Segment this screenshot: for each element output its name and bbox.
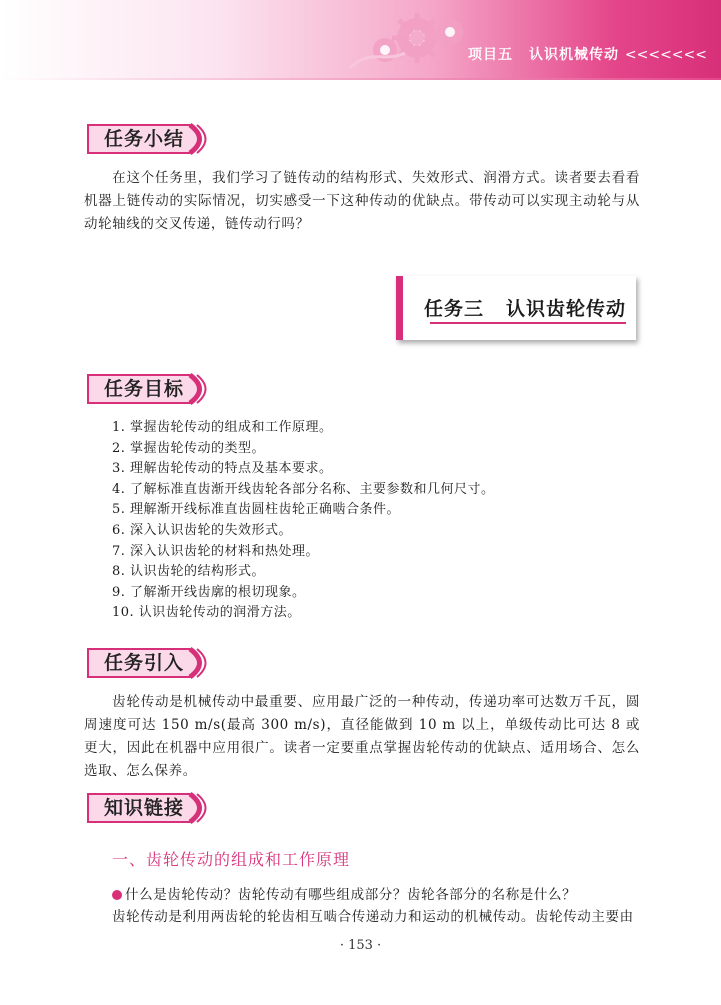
- banner-accent-bar: [396, 276, 403, 340]
- header-project-title: 认识机械传动: [529, 47, 619, 63]
- intro-tag-label: 任务引入: [103, 652, 184, 674]
- body-text: 齿轮传动是利用两齿轮的轮齿相互啮合传递动力和运动的机械传动。齿轮传动主要由: [112, 909, 634, 925]
- summary-tag-label: 任务小结: [103, 128, 184, 150]
- summary-text: 在这个任务里，我们学习了链传动的结构形式、失效形式、润滑方式。读者要去看看机器上链传动的实际情况，切实感受一下这种传动的优缺点。带传动可以实现主动轮与从动轮轴线的交叉传递，链传动行吗？: [84, 170, 640, 232]
- objectives-list: [112, 418, 495, 624]
- running-header: [0, 0, 721, 78]
- header-title: [468, 44, 707, 64]
- summary-paragraph: [84, 167, 640, 236]
- task-number: 任务三: [424, 298, 485, 320]
- intro-paragraph: [84, 691, 640, 783]
- task-title: [424, 294, 626, 321]
- list-item: 1. 掌握齿轮传动的组成和工作原理。: [112, 420, 333, 435]
- list-item: 3. 理解齿轮传动的特点及基本要求。: [112, 461, 333, 477]
- summary-tag: [86, 123, 212, 155]
- page-number: · 153 ·: [339, 938, 382, 953]
- list-item: 2. 掌握齿轮传动的类型。: [112, 440, 266, 456]
- intro-tag: [86, 647, 212, 679]
- task-name: 认识齿轮传动: [506, 298, 627, 320]
- key-question: [112, 883, 576, 903]
- objectives-tag: [86, 373, 212, 405]
- list-item: 9. 了解渐开线齿廓的根切现象。: [112, 584, 306, 600]
- header-project-label: 项目五: [468, 47, 513, 63]
- banner-underline: [430, 322, 626, 324]
- list-item: 10. 认识齿轮传动的润滑方法。: [112, 605, 301, 621]
- header-divider: [0, 78, 721, 80]
- gears-icon: [345, 8, 485, 74]
- list-item: 6. 深入认识齿轮的失效形式。: [112, 522, 293, 538]
- objectives-tag-label: 任务目标: [103, 378, 184, 400]
- list-item: 7. 深入认识齿轮的材料和热处理。: [112, 543, 320, 559]
- header-arrows: <<<<<<<: [624, 47, 707, 63]
- intro-text: 齿轮传动是机械传动中最重要、应用最广泛的一种传动，传递功率可达数万千瓦，圆周速度可达 150 m/s(最高 300 m/s)，直径能做到 10 m 以上，单级传动比可达 8 或更大，因此在机器中应用很广。读者一定要重点掌握齿轮传动的优缺点、适用场合、怎么选取、怎么保养。: [84, 694, 640, 779]
- list-item: 8. 认识齿轮的结构形式。: [112, 564, 266, 580]
- section-heading: 一、齿轮传动的组成和工作原理: [112, 850, 351, 869]
- knowledge-tag: [86, 792, 212, 824]
- knowledge-tag-label: 知识链接: [103, 797, 184, 819]
- bullet-icon: [112, 890, 122, 900]
- key-question-text: 什么是齿轮传动？齿轮传动有哪些组成部分？齿轮各部分的名称是什么？: [125, 887, 577, 903]
- list-item: 5. 理解渐开线标准直齿圆柱齿轮正确啮合条件。: [112, 502, 401, 518]
- task-title-banner: [396, 276, 636, 340]
- list-item: 4. 了解标准直齿渐开线齿轮各部分名称、主要参数和几何尺寸。: [112, 481, 495, 497]
